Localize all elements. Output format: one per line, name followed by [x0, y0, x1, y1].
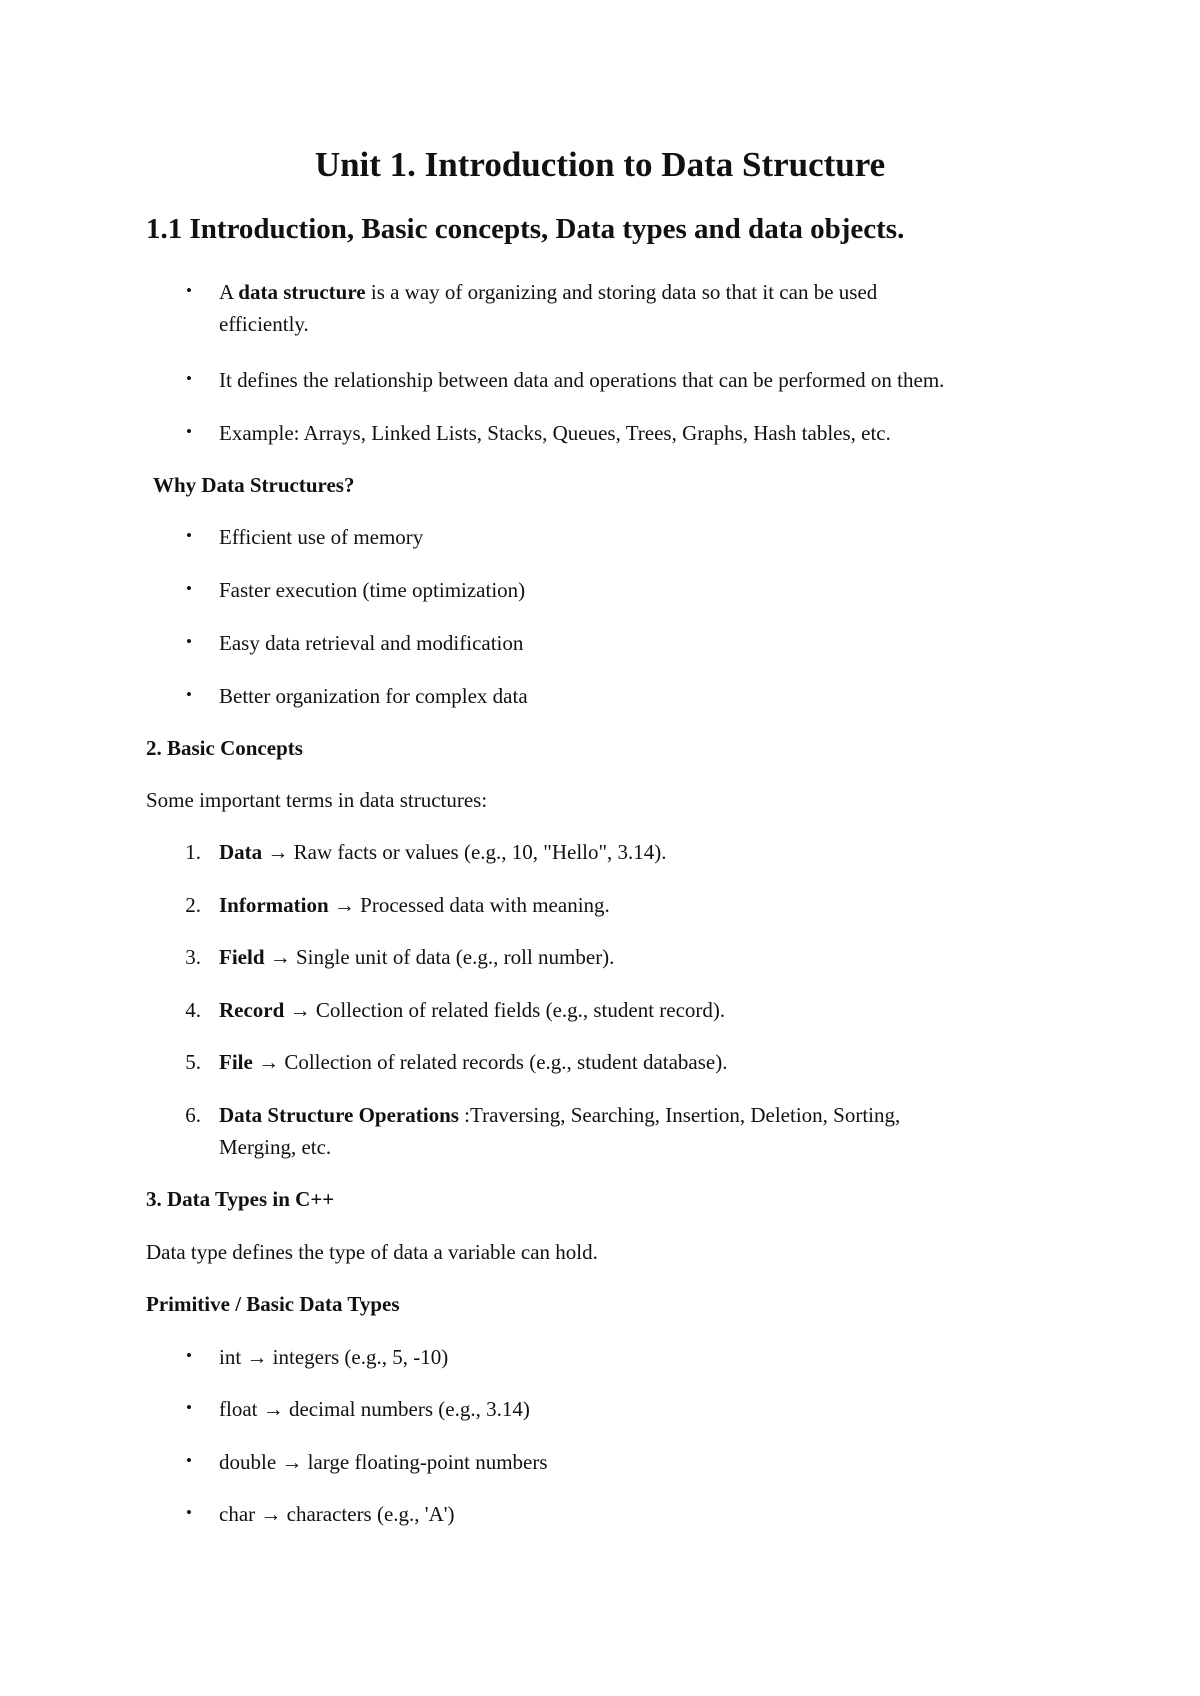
- list-item: Faster execution (time optimization): [219, 578, 526, 602]
- list-item: Record → Collection of related fields (e.g., student record).: [219, 998, 726, 1022]
- subsection-heading: Why Data Structures?: [153, 473, 355, 497]
- bullet-icon: •: [186, 1503, 192, 1522]
- bullet-icon: •: [186, 281, 192, 300]
- bullet-icon: •: [186, 1451, 192, 1470]
- list-number: 4.: [185, 998, 201, 1022]
- list-item: char → characters (e.g., 'A'): [219, 1502, 455, 1526]
- list-item: Efficient use of memory: [219, 525, 424, 549]
- bullet-icon: •: [186, 579, 192, 598]
- bullet-icon: •: [186, 685, 192, 704]
- section-heading-intro: 1.1 Introduction, Basic concepts, Data types and data objects.: [146, 213, 905, 245]
- bullet-icon: •: [186, 1346, 192, 1365]
- list-item: Field → Single unit of data (e.g., roll number).: [219, 945, 615, 969]
- list-number: 2.: [185, 893, 201, 917]
- list-item: File → Collection of related records (e.g., student database).: [219, 1050, 728, 1074]
- bullet-icon: •: [186, 422, 192, 441]
- list-number: 1.: [185, 840, 201, 864]
- list-item: Example: Arrays, Linked Lists, Stacks, Queues, Trees, Graphs, Hash tables, etc.: [219, 421, 891, 445]
- list-item: Data Structure Operations :Traversing, Searching, Insertion, Deletion, Sorting,: [219, 1103, 901, 1127]
- bullet-icon: •: [186, 1398, 192, 1417]
- subsection-heading: Primitive / Basic Data Types: [146, 1292, 400, 1316]
- list-item: Easy data retrieval and modification: [219, 631, 524, 655]
- section-heading-data-types: 3. Data Types in C++: [146, 1187, 335, 1211]
- section-heading-basic-concepts: 2. Basic Concepts: [146, 736, 303, 760]
- bullet-icon: •: [186, 369, 192, 388]
- list-number: 5.: [185, 1050, 201, 1074]
- page-title: Unit 1. Introduction to Data Structure: [314, 145, 886, 184]
- list-item: float → decimal numbers (e.g., 3.14): [219, 1397, 530, 1421]
- list-item: A data structure is a way of organizing and storing data so that it can be used: [219, 280, 878, 304]
- bullet-icon: •: [186, 632, 192, 651]
- bullet-icon: •: [186, 526, 192, 545]
- paragraph: Data type defines the type of data a variable can hold.: [146, 1240, 598, 1264]
- list-item: It defines the relationship between data and operations that can be performed on them.: [219, 368, 945, 392]
- list-item-continuation: efficiently.: [219, 312, 309, 336]
- list-item: Better organization for complex data: [219, 684, 528, 708]
- paragraph: Some important terms in data structures:: [146, 788, 488, 812]
- list-item: double → large floating-point numbers: [219, 1450, 548, 1474]
- list-item-continuation: Merging, etc.: [219, 1135, 332, 1159]
- list-item: Data → Raw facts or values (e.g., 10, "Hello", 3.14).: [219, 840, 667, 864]
- list-number: 3.: [185, 945, 201, 969]
- list-number: 6.: [185, 1103, 201, 1127]
- list-item: int → integers (e.g., 5, -10): [219, 1345, 449, 1369]
- list-item: Information → Processed data with meaning.: [219, 893, 610, 917]
